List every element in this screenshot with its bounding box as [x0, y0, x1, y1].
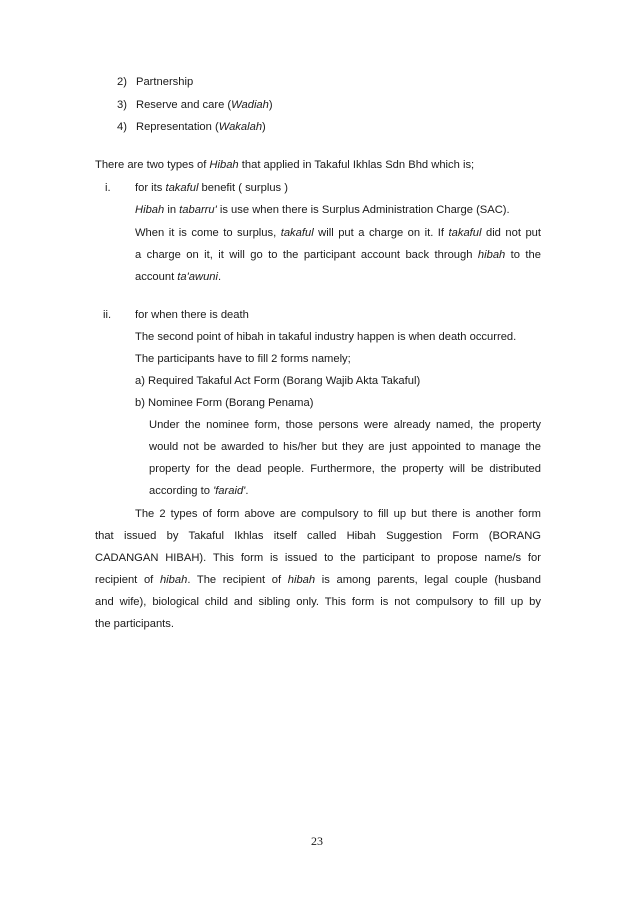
- list-item: Partnership: [136, 76, 194, 88]
- paragraph-line: Under the nominee form, those persons were already named, the property: [149, 419, 541, 431]
- paragraph-line: according to 'faraid'.: [149, 485, 249, 497]
- paragraph-line: a) Required Takaful Act Form (Borang Wajib Akta Takaful): [135, 375, 421, 387]
- list-item: Reserve and care (Wadiah): [136, 99, 273, 111]
- list-number: ii.: [103, 309, 112, 321]
- list-item: Representation (Wakalah): [136, 121, 266, 133]
- list-item-heading: for when there is death: [135, 309, 249, 321]
- paragraph-line: CADANGAN HIBAH). This form is issued to the participant to propose name/s for: [95, 552, 541, 564]
- list-number: 3): [117, 99, 127, 111]
- paragraph-line: recipient of hibah. The recipient of hibah is among parents, legal couple (husband: [95, 574, 541, 586]
- paragraph-line: account ta'awuni.: [135, 271, 222, 283]
- paragraph-line: The 2 types of form above are compulsory to fill up but there is another form: [135, 508, 541, 520]
- list-number: 2): [117, 76, 127, 88]
- paragraph-line: a charge on it, it will go to the participant account back through hibah to the: [135, 249, 541, 261]
- paragraph-line: the participants.: [95, 618, 174, 630]
- paragraph-line: The second point of hibah in takaful industry happen is when death occurred.: [135, 331, 517, 343]
- paragraph-line: would not be awarded to his/her but they are just appointed to manage the: [149, 441, 541, 453]
- paragraph-line: that issued by Takaful Ikhlas itself called Hibah Suggestion Form (BORANG: [95, 530, 541, 542]
- list-number: i.: [105, 182, 111, 194]
- page-number: 23: [311, 834, 323, 848]
- intro-paragraph: There are two types of Hibah that applied in Takaful Ikhlas Sdn Bhd which is;: [95, 159, 475, 171]
- paragraph-line: b) Nominee Form (Borang Penama): [135, 397, 314, 409]
- paragraph-line: and wife), biological child and sibling only. This form is not compulsory to fill up by: [95, 596, 541, 608]
- paragraph-line: The participants have to fill 2 forms namely;: [135, 353, 351, 365]
- paragraph-line: Hibah in tabarru' is use when there is Surplus Administration Charge (SAC).: [135, 204, 510, 216]
- list-item-heading: for its takaful benefit ( surplus ): [135, 182, 288, 194]
- list-number: 4): [117, 121, 127, 133]
- paragraph-line: When it is come to surplus, takaful will put a charge on it. If takaful did not put: [135, 227, 541, 239]
- paragraph-line: property for the dead people. Furthermore, the property will be distributed: [149, 463, 541, 475]
